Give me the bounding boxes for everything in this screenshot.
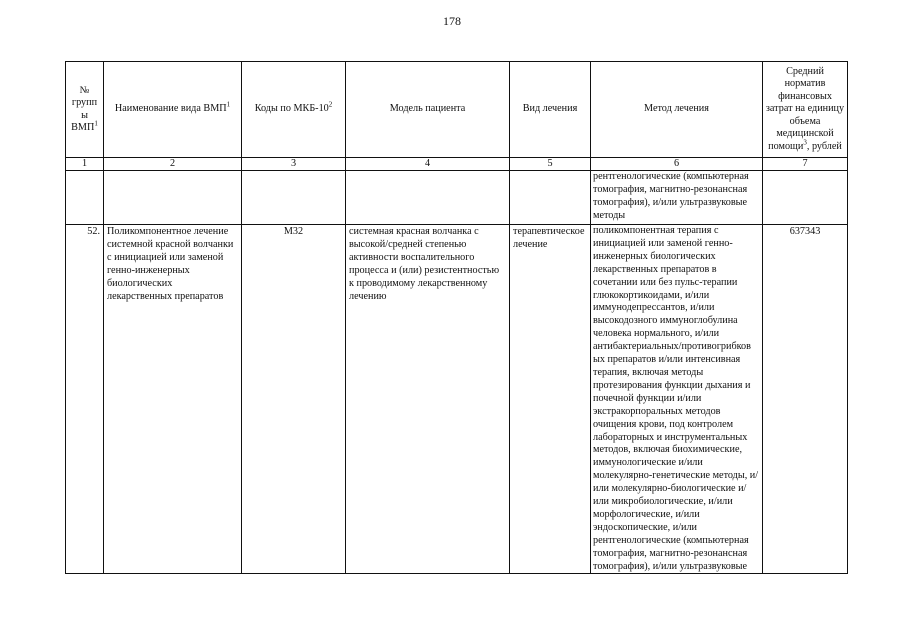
empty-cell [346, 171, 510, 225]
header-cost-norm: Средний норматив финансовых затрат на единицу объема медицинской помощи$^3$, рублей [763, 62, 848, 158]
column-number: 1 [66, 158, 104, 171]
header-treatment-method: Метод лечения [591, 62, 763, 158]
page-number: 178 [443, 14, 461, 28]
group-number-cell: 52. [66, 225, 104, 574]
column-number-row [66, 158, 848, 171]
header-group-no: № групп ы ВМП$^1$ [66, 62, 104, 158]
header-vmp-name: Наименование вида ВМП$^1$ [104, 62, 242, 158]
continuation-row [66, 171, 848, 225]
header-icd-codes: Коды по МКБ-$10^2$ [242, 62, 346, 158]
table-row [66, 225, 848, 574]
empty-cell [104, 171, 242, 225]
column-number: 2 [104, 158, 242, 171]
cost-cell: 637343 [763, 225, 848, 574]
column-number: 5 [510, 158, 591, 171]
empty-cell [66, 171, 104, 225]
vmp-table [65, 61, 848, 574]
vmp-name-cell: Поликомпонентное лечение системной красной волчанки с инициацией или заменой генно-инженерных биологических лекарственных препаратов [104, 225, 242, 574]
table-header-row [66, 62, 848, 158]
column-number: 7 [763, 158, 848, 171]
header-treatment-type: Вид лечения [510, 62, 591, 158]
treatment-method-cell: поликомпонентная терапия с инициацией или заменой генно-инженерных биологических лекарственных препаратов в сочетании или без пульс-терапии глюкокортикоидами, и/или иммунодепрессантов, и/или высокодозного иммуноглобулина человека нормального, и/или антибактериальных/противогрибков ых препаратов и/или интенсивная терапия, включая методы протезирования функции дыхания и почечной функции и/или экстракорпоральных методов очищения крови, под контролем лабораторных и инструментальных методов, включая биохимические, иммунологические и/или молекулярно-генетические методы, и/или молекулярно-биологические и/или микробиологические, и/или морфологические, и/или эндоскопические, и/или рентгенологические (компьютерная томография, магнитно-резонансная томография), и/или ультразвуковые [591, 225, 763, 574]
empty-cell [763, 171, 848, 225]
column-number: 4 [346, 158, 510, 171]
column-number: 3 [242, 158, 346, 171]
column-number: 6 [591, 158, 763, 171]
empty-cell [242, 171, 346, 225]
patient-model-cell: системная красная волчанка с высокой/средней степенью активности воспалительного процесса и (или) резистентностью к проводимому лекарственному лечению [346, 225, 510, 574]
continuation-method-cell: рентгенологические (компьютерная томография, магнитно-резонансная томография), и/или ультразвуковые методы [591, 171, 763, 225]
treatment-type-cell: терапевтическое лечение [510, 225, 591, 574]
icd-code-cell: M32 [242, 225, 346, 574]
empty-cell [510, 171, 591, 225]
header-patient-model: Модель пациента [346, 62, 510, 158]
